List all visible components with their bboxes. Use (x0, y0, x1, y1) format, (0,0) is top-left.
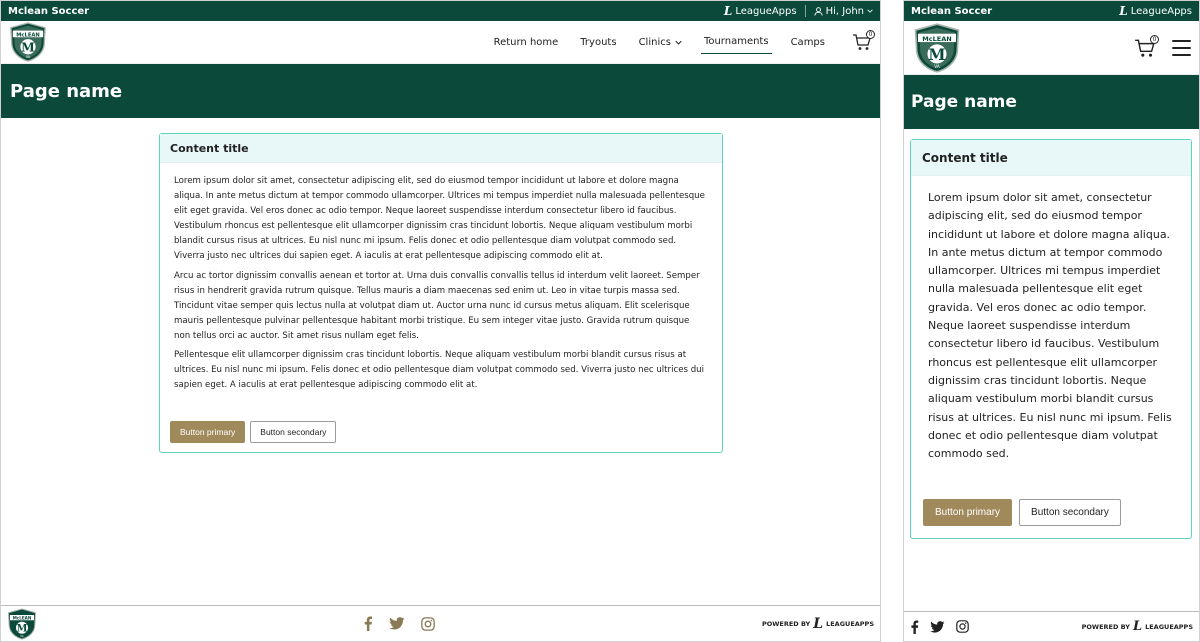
leagueapps-logo-icon: L (723, 4, 733, 18)
powered-by[interactable] (762, 616, 874, 632)
button-group (170, 421, 336, 443)
leagueapps-label: LEAGUEAPPS (1145, 622, 1193, 631)
org-name: Mclean Soccer (911, 5, 993, 17)
content-title: Content title (160, 134, 722, 163)
page-title: Page name (10, 80, 123, 102)
divider (805, 5, 806, 17)
site-footer (1, 605, 880, 641)
leagueapps-logo-icon: L (1132, 619, 1143, 634)
club-crest-logo[interactable] (912, 23, 962, 73)
leagueapps-label: LEAGUEAPPS (826, 619, 874, 628)
mobile-view (903, 0, 1200, 642)
powered-by-label: POWERED BY (761, 619, 811, 628)
svg-text:McLEAN: McLEAN (922, 34, 952, 43)
nav-item-tryouts[interactable]: Tryouts (580, 36, 617, 48)
org-name: Mclean Soccer (8, 5, 90, 17)
top-bar (1, 1, 880, 21)
content-paragraph: Arcu ac tortor dignissim convallis aenean et tortor at. Urna duis convallis convallis tellus id interdum velit laoreet. Semper risus in hendrerit gravida rutrum quisque. Tellus mauris a diam maecenas sed enim ut. Leo in vitae turpis massa sed. Tincidunt vitae semper quis lectus nulla at volutpat diam ut. Auctor urna nunc id cursus metus aliquam. Elit scelerisque mauris pellentesque pulvinar pellentesque habitant morbi tristique. Eu sem integer vitae justo. Gravida rutrum quisque non tellus orci ac auctor. Sit amet risus nullam eget felis. (174, 270, 700, 341)
svg-text:VA: VA (25, 55, 31, 60)
svg-text:VA: VA (934, 63, 940, 69)
page-banner (1, 64, 880, 118)
svg-text:McLEAN: McLEAN (12, 615, 32, 620)
cart-button[interactable] (1134, 37, 1156, 59)
user-icon (814, 7, 823, 16)
instagram-icon[interactable] (956, 620, 969, 633)
leagueapps-logo-icon: L (1119, 4, 1128, 18)
nav-item-return-home[interactable]: Return home (493, 36, 559, 48)
leagueapps-logo-icon: L (813, 615, 824, 632)
svg-text:McLEAN: McLEAN (16, 32, 40, 39)
leagueapps-link[interactable] (724, 4, 797, 18)
secondary-button[interactable]: Button secondary (250, 421, 336, 443)
content-paragraph: Lorem ipsum dolor sit amet, consectetur adipiscing elit, sed do eiusmod tempor incididunt ut labore et dolore magna aliqua. In ante metus dictum at tempor commodo ullamcorper. Ultrices mi tempus imperdiet nulla malesuada pellentesque elit eget gravida. Vel eros donec ac odio tempor. Neque laoreet suspendisse interdum consectetur libero id faucibus. Vestibulum rhoncus est pellentesque elit ullamcorper dignissim cras tincidunt lobortis. Neque aliquam vestibulum morbi blandit cursus risus at ultrices. Eu nisl nunc mi ipsum. Felis donec et odio pellentesque diam volutpat commodo sed. (928, 191, 1172, 461)
content-paragraph: Pellentesque elit ullamcorper dignissim cras tincidunt lobortis. Neque aliquam vestibulum morbi blandit cursus risus at ultrices. Eu nisl nunc mi ipsum. Felis donec et odio pellentesque diam volutpat commodo sed. Viverra justo nec ultrices dui sapien eget. A iaculis at erat pellentesque adipiscing commodo elit at. (174, 350, 704, 390)
cart-count-badge: 0 (866, 30, 875, 39)
chevron-down-icon (867, 8, 873, 14)
page-banner (904, 75, 1199, 129)
leagueapps-link[interactable] (1119, 4, 1192, 18)
club-crest-logo[interactable] (7, 608, 37, 640)
powered-by-label: POWERED BY (1081, 622, 1130, 631)
page-title: Page name (911, 92, 1017, 112)
leagueapps-label: LeagueApps (735, 5, 797, 17)
instagram-icon[interactable] (421, 617, 435, 631)
club-crest-logo[interactable] (9, 22, 47, 62)
content-card (910, 139, 1192, 539)
content-body (160, 163, 722, 393)
hamburger-menu-icon[interactable] (1172, 40, 1191, 56)
user-greeting: Hi, John (825, 5, 864, 17)
cart-count-badge: 0 (1150, 35, 1159, 44)
nav-item-camps[interactable]: Camps (790, 36, 825, 48)
nav-item-clinics-label: Clinics (638, 36, 671, 48)
leagueapps-label: LeagueApps (1130, 5, 1192, 17)
top-bar (904, 1, 1199, 21)
button-group (923, 499, 1121, 526)
content-body (911, 176, 1191, 463)
site-header (904, 21, 1199, 75)
nav-item-clinics[interactable] (636, 31, 685, 54)
secondary-button[interactable]: Button secondary (1019, 499, 1121, 526)
content-title: Content title (911, 140, 1191, 176)
twitter-icon[interactable] (389, 617, 405, 630)
facebook-icon[interactable] (363, 616, 373, 631)
primary-button[interactable]: Button primary (170, 421, 245, 443)
content-paragraph: Lorem ipsum dolor sit amet, consectetur adipiscing elit, sed do eiusmod tempor incididunt ut labore et dolore magna aliqua. In ante metus dictum at tempor commodo ullamcorper. Ultrices mi tempus imperdiet nulla malesuada pellentesque elit eget gravida. Vel eros donec ac odio tempor. Neque laoreet suspendisse interdum consectetur libero id faucibus. Vestibulum rhoncus est pellentesque elit ullamcorper dignissim cras tincidunt lobortis. Neque aliquam vestibulum morbi blandit cursus risus at ultrices. Eu nisl nunc mi ipsum. Felis donec et odio pellentesque diam volutpat commodo sed. Viverra justo nec ultrices dui sapien eget. A iaculis at erat pellentesque adipiscing commodo elit at. (174, 176, 705, 261)
primary-button[interactable]: Button primary (923, 499, 1012, 526)
twitter-icon[interactable] (930, 621, 945, 633)
facebook-icon[interactable] (910, 620, 919, 634)
chevron-down-icon (675, 39, 682, 46)
social-links (363, 616, 435, 631)
cart-button[interactable] (852, 32, 872, 52)
powered-by[interactable] (1082, 619, 1193, 634)
site-header (1, 21, 880, 64)
svg-text:VA: VA (20, 634, 24, 638)
svg-text:M: M (21, 39, 35, 55)
svg-text:M: M (16, 623, 28, 634)
user-menu[interactable] (814, 6, 873, 17)
content-card (159, 133, 723, 453)
svg-text:M: M (928, 44, 946, 64)
nav-item-tournaments[interactable]: Tournaments (701, 30, 772, 54)
site-footer (904, 611, 1199, 641)
social-links (910, 620, 969, 634)
main-nav (491, 30, 872, 54)
